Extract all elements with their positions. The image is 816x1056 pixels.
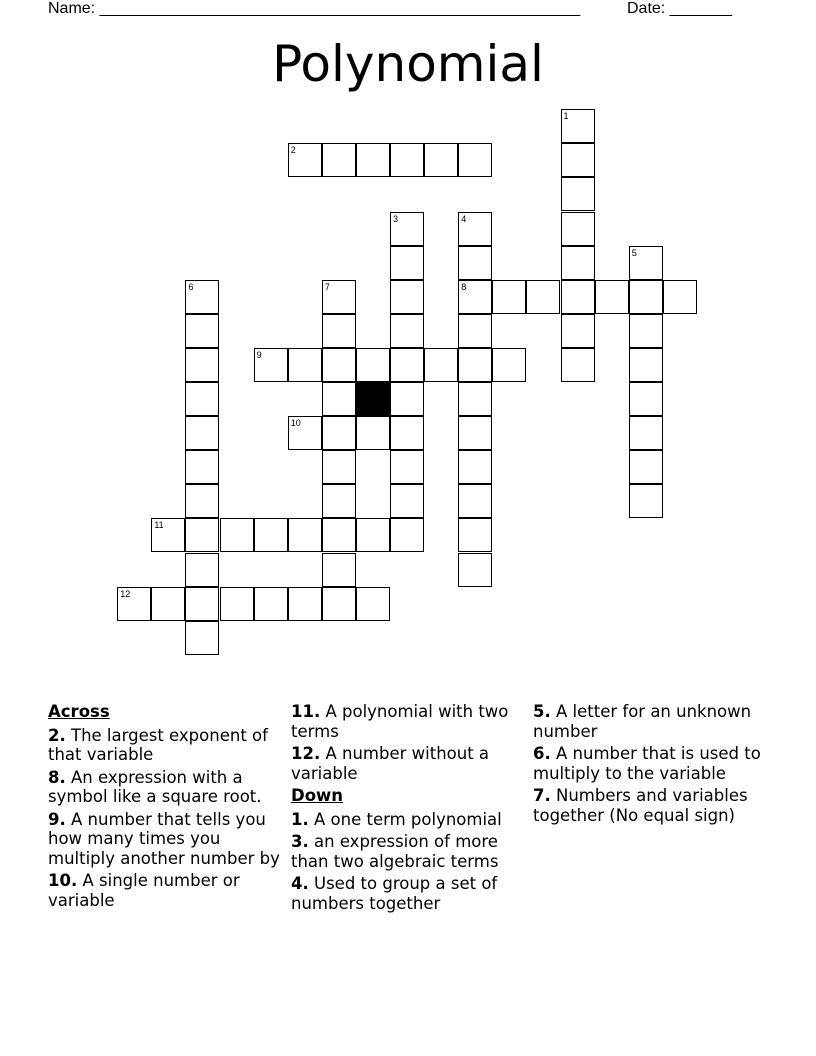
grid-cell[interactable] (458, 416, 492, 450)
grid-cell[interactable] (629, 450, 663, 484)
cell-number: 6 (188, 281, 194, 292)
grid-cell[interactable] (629, 246, 663, 280)
down-heading: Down (291, 786, 344, 805)
clue (533, 786, 769, 825)
grid-cell[interactable] (322, 314, 356, 348)
clue-text: An expression with a symbol like a square root. (48, 767, 262, 806)
grid-cell[interactable] (390, 484, 424, 518)
grid-cell[interactable] (629, 348, 663, 382)
cell-number: 4 (461, 213, 467, 224)
clue (291, 702, 527, 741)
clue (48, 810, 284, 869)
cell-number: 12 (120, 588, 131, 599)
clue-text: Used to group a set of numbers together (291, 874, 498, 913)
cell-number: 11 (154, 520, 164, 531)
grid-cell[interactable] (390, 314, 424, 348)
grid-cell[interactable] (185, 484, 219, 518)
grid-cell[interactable] (629, 382, 663, 416)
grid-cell[interactable] (458, 518, 492, 552)
puzzle-title: Polynomial (272, 35, 544, 93)
grid-cell[interactable] (151, 518, 185, 552)
clue (291, 874, 527, 913)
grid-cell[interactable] (288, 143, 322, 177)
across-heading: Across (48, 702, 110, 721)
grid-cell[interactable] (561, 143, 595, 177)
grid-cell[interactable] (629, 484, 663, 518)
grid-cell[interactable] (185, 348, 219, 382)
clue-number: 12. (291, 744, 321, 763)
grid-cell[interactable] (185, 280, 219, 314)
grid-cell[interactable] (390, 416, 424, 450)
cell-number: 8 (461, 281, 467, 292)
grid-cell[interactable] (424, 143, 458, 177)
clue-number: 9. (48, 809, 66, 829)
grid-cell[interactable] (458, 246, 492, 280)
grid-cell[interactable] (390, 143, 424, 177)
clue (48, 726, 284, 765)
grid-cell[interactable] (458, 484, 492, 518)
grid-cell[interactable] (458, 382, 492, 416)
grid-cell[interactable] (561, 246, 595, 280)
grid-cell[interactable] (629, 314, 663, 348)
grid-cell[interactable] (629, 280, 663, 314)
across-clue-list (48, 726, 284, 911)
grid-cell[interactable] (390, 450, 424, 484)
grid-cell[interactable] (390, 212, 424, 246)
cell-number: 10 (290, 418, 301, 429)
grid-cell[interactable] (185, 416, 219, 450)
black-square (356, 382, 390, 416)
grid-cell[interactable] (663, 280, 697, 314)
grid-cell[interactable] (390, 280, 424, 314)
grid-cell[interactable] (458, 280, 492, 314)
grid-cell[interactable] (458, 212, 492, 246)
clue (291, 832, 527, 871)
grid-cell[interactable] (390, 246, 424, 280)
clue-number: 2. (48, 725, 66, 745)
grid-cell[interactable] (561, 314, 595, 348)
grid-cell[interactable] (185, 518, 219, 552)
grid-cell[interactable] (220, 518, 254, 552)
clue-number: 8. (48, 767, 66, 787)
grid-cell[interactable] (185, 587, 219, 621)
grid-cell[interactable] (458, 143, 492, 177)
clue-number: 10. (48, 871, 78, 890)
grid-cell[interactable] (185, 314, 219, 348)
grid-cell[interactable] (629, 416, 663, 450)
across-clue-list-continued (291, 702, 527, 783)
grid-cell[interactable] (356, 587, 390, 621)
grid-cell[interactable] (356, 518, 390, 552)
grid-cell[interactable] (390, 348, 424, 382)
clue (48, 768, 284, 807)
grid-cell[interactable] (561, 280, 595, 314)
grid-cell[interactable] (458, 553, 492, 587)
grid-cell[interactable] (356, 416, 390, 450)
cell-number: 5 (631, 247, 637, 258)
grid-cell[interactable] (322, 143, 356, 177)
grid-cell[interactable] (185, 450, 219, 484)
grid-cell[interactable] (254, 518, 288, 552)
cell-number: 1 (563, 111, 569, 122)
grid-cell[interactable] (526, 280, 560, 314)
clue-text: A number that tells you how many times you multiply another number by (48, 809, 280, 868)
clue-text: The largest exponent of that variable (48, 725, 268, 764)
grid-cell[interactable] (151, 587, 185, 621)
grid-cell[interactable] (492, 280, 526, 314)
clue-number: 11. (291, 702, 321, 721)
grid-cell[interactable] (322, 587, 356, 621)
grid-cell[interactable] (322, 280, 356, 314)
grid-cell[interactable] (288, 587, 322, 621)
grid-cell[interactable] (458, 450, 492, 484)
grid-cell[interactable] (561, 212, 595, 246)
down-clue-list (291, 810, 527, 914)
grid-cell[interactable] (220, 587, 254, 621)
down-clue-list-continued (533, 702, 769, 825)
grid-cell[interactable] (322, 382, 356, 416)
clue-column-3 (533, 702, 769, 828)
grid-cell[interactable] (458, 314, 492, 348)
grid-cell[interactable] (288, 518, 322, 552)
grid-cell[interactable] (254, 587, 288, 621)
grid-cell[interactable] (185, 382, 219, 416)
clue-number: 1. (291, 809, 309, 829)
grid-cell[interactable] (561, 177, 595, 211)
clue-number: 6. (533, 744, 551, 763)
grid-cell[interactable] (322, 553, 356, 587)
grid-cell[interactable] (185, 621, 219, 655)
clue-text: A one term polynomial (314, 809, 502, 829)
clue-number: 4. (291, 874, 309, 893)
grid-cell[interactable] (492, 348, 526, 382)
grid-cell[interactable] (322, 416, 356, 450)
grid-cell[interactable] (254, 348, 288, 382)
grid-cell[interactable] (390, 518, 424, 552)
cell-number: 9 (256, 349, 262, 360)
grid-cell[interactable] (322, 450, 356, 484)
clue-text: an expression of more than two algebraic terms (291, 832, 499, 871)
cell-number: 3 (393, 213, 399, 224)
grid-cell[interactable] (356, 143, 390, 177)
clue-number: 3. (291, 832, 309, 851)
clue (291, 744, 527, 783)
clue (533, 744, 769, 783)
grid-cell[interactable] (595, 280, 629, 314)
grid-cell[interactable] (117, 587, 151, 621)
clue (48, 871, 284, 910)
clue (533, 702, 769, 741)
grid-cell[interactable] (561, 348, 595, 382)
clue-text: A number without a variable (291, 744, 490, 783)
clue (291, 810, 527, 830)
grid-cell[interactable] (458, 348, 492, 382)
grid-cell[interactable] (288, 348, 322, 382)
grid-cell[interactable] (424, 348, 458, 382)
name-line: Name: ______________________________________________________ (48, 0, 581, 17)
date-line: Date: _______ (627, 0, 732, 17)
clue-text: A number that is used to multiply to the variable (533, 744, 761, 783)
grid-cell[interactable] (356, 348, 390, 382)
grid-cell[interactable] (322, 348, 356, 382)
clue-number: 5. (533, 702, 551, 721)
clue-text: A single number or variable (48, 871, 240, 910)
grid-cell[interactable] (185, 553, 219, 587)
clue-column-2 (291, 702, 527, 916)
clue-text: A polynomial with two terms (291, 702, 509, 741)
grid-cell[interactable] (561, 109, 595, 143)
grid-cell[interactable] (288, 416, 322, 450)
grid-cell[interactable] (322, 518, 356, 552)
cell-number: 2 (290, 145, 296, 156)
clue-text: A letter for an unknown number (533, 702, 752, 741)
clue-number: 7. (533, 786, 551, 805)
cell-number: 7 (324, 281, 330, 292)
grid-cell[interactable] (322, 484, 356, 518)
clue-text: Numbers and variables together (No equal sign) (533, 786, 748, 825)
grid-cell[interactable] (390, 382, 424, 416)
clue-column-1 (48, 702, 284, 913)
